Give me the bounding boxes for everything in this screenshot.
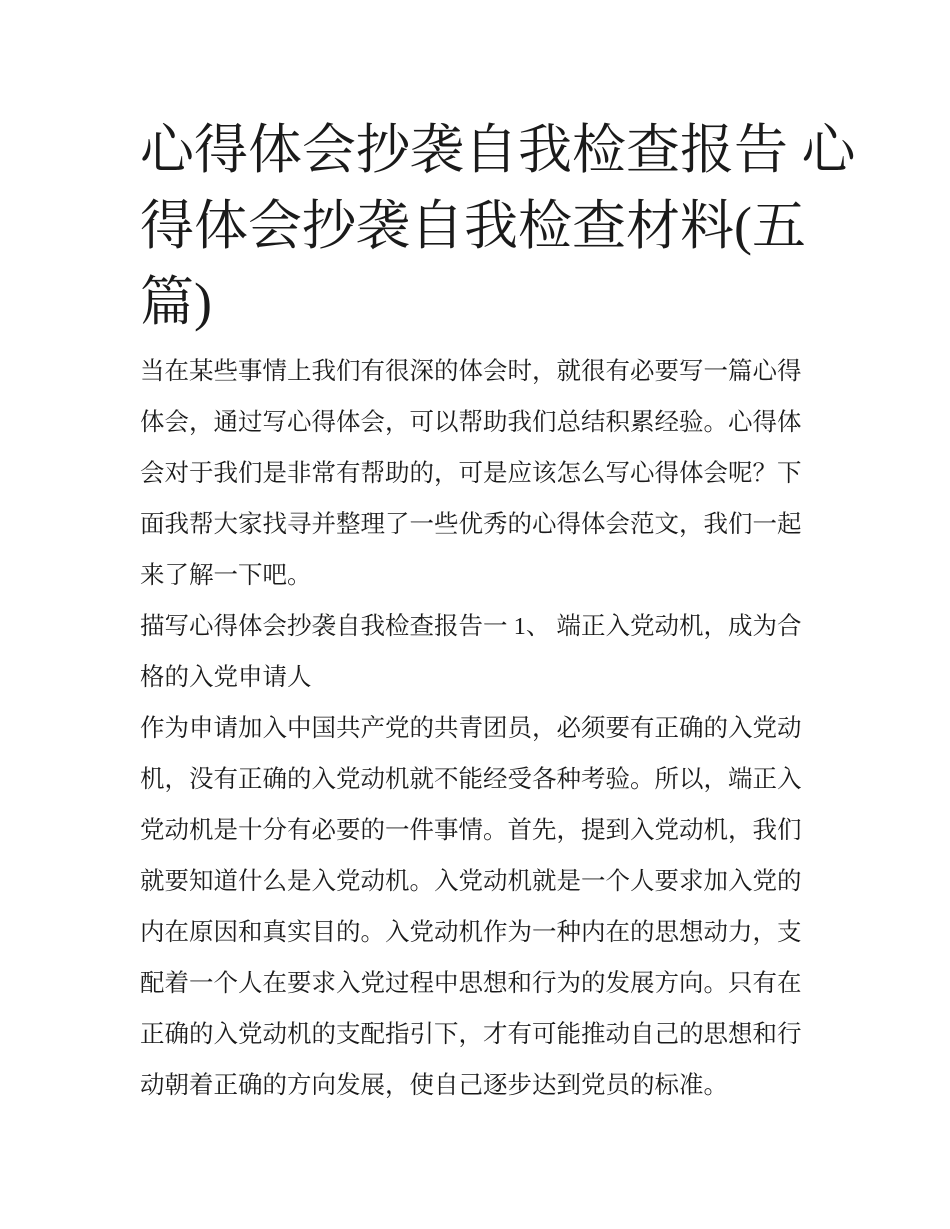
text-line: 当在某些事情上我们有很深的体会时，就很有必要写一篇心得 xyxy=(140,358,802,385)
text-line: 会对于我们是非常有帮助的，可是应该怎么写心得体会呢？下 xyxy=(140,460,802,487)
text-line: 就要知道什么是入党动机。入党动机就是一个人要求加入党的 xyxy=(140,868,802,895)
text-line: 面我帮大家找寻并整理了一些优秀的心得体会范文，我们一起 xyxy=(140,511,802,538)
text-line: 内在原因和真实目的。入党动机作为一种内在的思想动力，支 xyxy=(140,919,802,946)
text-line: 机，没有正确的入党动机就不能经受各种考验。所以，端正入 xyxy=(140,766,802,793)
document-title xyxy=(140,112,856,340)
text-line: 正确的入党动机的支配指引下，才有可能推动自己的思想和行 xyxy=(140,1021,802,1048)
text-line: 党动机是十分有必要的一件事情。首先，提到入党动机，我们 xyxy=(140,817,802,844)
text-line: 作为申请加入中国共产党的共青团员，必须要有正确的入党动 xyxy=(140,715,802,742)
text-line: 动朝着正确的方向发展，使自己逐步达到党员的标准。 xyxy=(140,1072,728,1099)
text-line: 体会，通过写心得体会，可以帮助我们总结积累经验。心得体 xyxy=(140,409,802,436)
text-line: 来了解一下吧。 xyxy=(140,562,312,589)
text-line: 描写心得体会抄袭自我检查报告一 1、 端正入党动机，成为合 xyxy=(140,613,802,640)
intro-paragraph xyxy=(140,346,820,601)
title-line: 得体会抄袭自我检查材料(五 xyxy=(140,196,806,256)
title-line: 心得体会抄袭自我检查报告 心 xyxy=(140,120,856,180)
section-heading xyxy=(140,601,820,703)
text-line: 配着一个人在要求入党过程中思想和行为的发展方向。只有在 xyxy=(140,970,802,997)
body-paragraph xyxy=(140,703,820,1111)
text-line: 格的入党申请人 xyxy=(140,664,312,691)
title-line: 篇) xyxy=(140,272,212,332)
document-page xyxy=(140,112,856,1111)
